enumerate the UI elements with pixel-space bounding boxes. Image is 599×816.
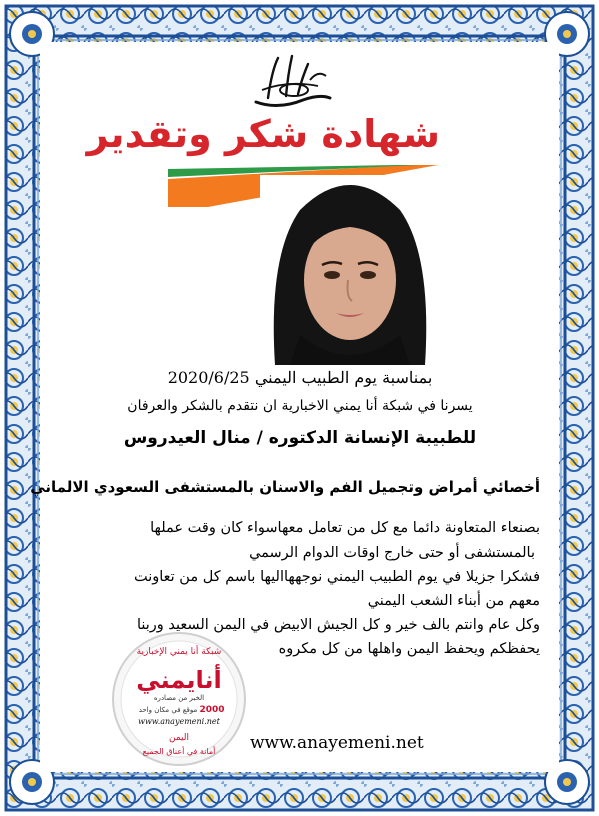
body-line: بالمستشفى أو حتى خارج اوقات الدوام الرسمي	[249, 545, 535, 561]
anayemeni-logo	[110, 630, 248, 768]
intro-line: يسرنا في شبكة أنا يمني الاخبارية ان نتقدم بالشكر والعرفان	[127, 398, 473, 414]
body-line: بصنعاء المتعاونة دائما مع كل من تعامل معهاسواء كان وقت عملها	[150, 520, 540, 536]
logo-count-number: 2000	[199, 705, 225, 715]
logo-count-text: موقع في مكان واحد	[138, 706, 198, 714]
certificate-title: شهادة شكر وتقدير	[86, 112, 440, 156]
logo-brand: أنايمني	[136, 666, 222, 694]
doctor-photo	[260, 175, 440, 365]
body-line: فشكرا جزيلا في يوم الطبيب اليمني نوجههااليها باسم كل من تعاونت	[133, 569, 540, 585]
logo-url: www.anayemeni.net	[138, 717, 220, 726]
logo-motto: أمانة في أعناق الجميع	[142, 747, 216, 756]
body-line: يحفظكم ويحفظ اليمن واهلها من كل مكروه	[278, 641, 540, 657]
calligraphy-emblem	[248, 50, 338, 114]
logo-country: اليمن	[168, 733, 190, 743]
website-link[interactable]: www.anayemeni.net	[250, 733, 424, 753]
logo-tagline: الخبر من مصادره	[153, 694, 205, 702]
honoree-position: أخصائي أمراض وتجميل الفم والاسنان بالمستشفى السعودي الالماني	[30, 478, 540, 496]
logo-top-text: شبكة أنا يمني الإخبارية	[136, 647, 222, 657]
body-line: وكل عام وانتم بالف خير و كل الجيش الابيض في اليمن السعيد وربنا	[136, 617, 540, 633]
occasion-line: بمناسبة يوم الطبيب اليمني 2020/6/25	[167, 368, 433, 387]
body-line: معهم من أبناء الشعب اليمني	[367, 593, 540, 609]
honoree-name: للطبيبة الإنسانة الدكتوره / منال العيدروس	[123, 428, 477, 448]
